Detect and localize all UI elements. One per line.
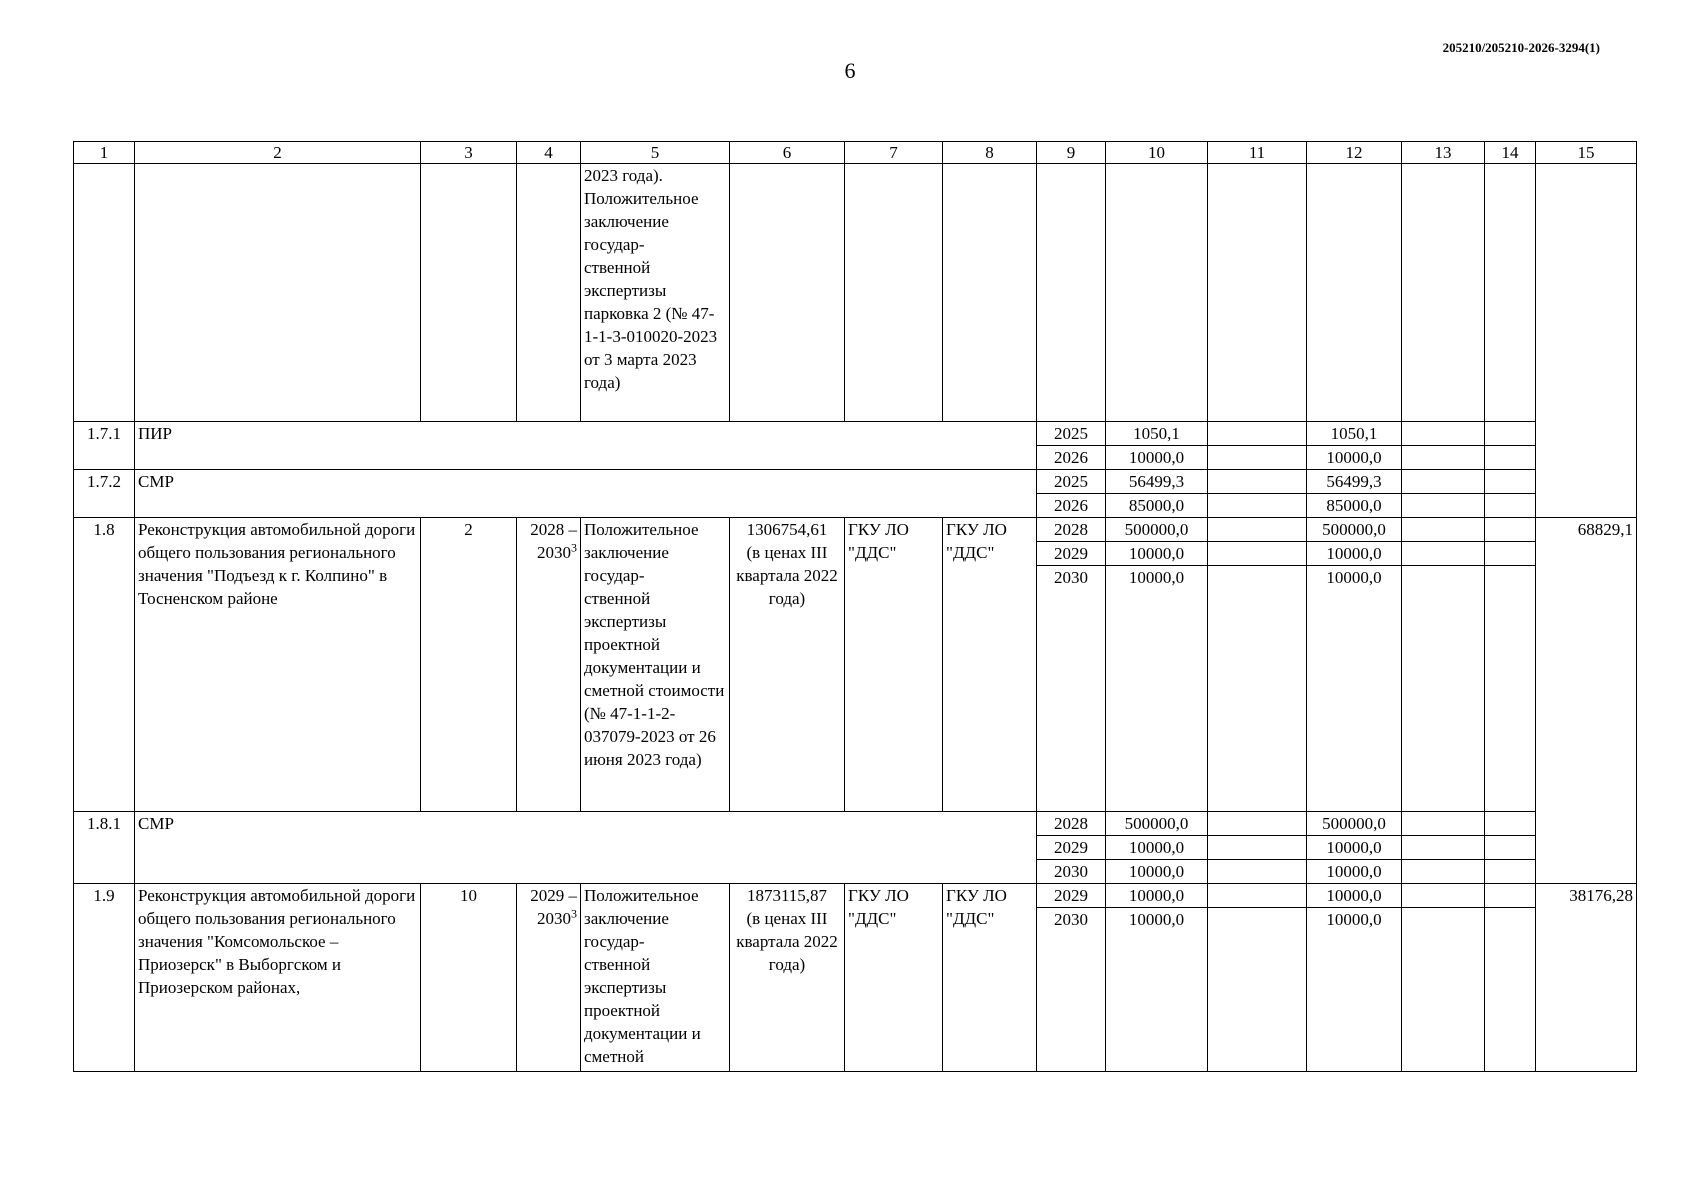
approval-text: Положительное заключение государ- ственной экспертизы проектной документации и сметной: [581, 884, 730, 1072]
column-header: 6: [730, 142, 845, 164]
amount-cell: 10000,0: [1307, 446, 1402, 470]
amount-cell: 1050,1: [1106, 422, 1208, 446]
object-name: Реконструкция автомобильной дороги общего пользования регионального значения "Подъезд к г. Колпино" в Тосненском районе: [135, 518, 421, 812]
approval-text: Положительное заключение государ- ственной экспертизы проектной документации и сметной стоимости (№ 47-1-1-2-037079-2023 от 26 июня 2023 года): [581, 518, 730, 812]
period-end: 2030: [537, 543, 571, 562]
year-cell: 2029: [1037, 836, 1106, 860]
column-header: 3: [421, 142, 517, 164]
page-number: 6: [844, 58, 856, 83]
footnote-mark: 3: [571, 540, 577, 555]
row-number: 1.8: [74, 518, 135, 812]
amount-cell: 10000,0: [1307, 542, 1402, 566]
executor-cell: ГКУ ЛО "ДДС": [943, 884, 1037, 1072]
column-header: 1: [74, 142, 135, 164]
year-cell: 2030: [1037, 908, 1106, 1072]
column-header: 14: [1485, 142, 1536, 164]
period-cell: [517, 884, 581, 1072]
amount-cell: 56499,3: [1307, 470, 1402, 494]
column-header: 5: [581, 142, 730, 164]
amount-cell: 10000,0: [1307, 860, 1402, 884]
amount-cell: 10000,0: [1106, 836, 1208, 860]
amount-cell: 500000,0: [1106, 518, 1208, 542]
cell-15-blank: [1536, 164, 1637, 518]
approval-text: 2023 года). Положительное заключение государ- ственной экспертизы парковка 2 (№ 47-1-1-3-010020-2023 от 3 марта 2023 года): [581, 164, 730, 422]
cost-value: 1306754,61: [746, 520, 828, 539]
period-cell: [517, 518, 581, 812]
column-header: 15: [1536, 142, 1637, 164]
column-header: 4: [517, 142, 581, 164]
table-row: [74, 812, 1637, 836]
year-cell: 2026: [1037, 494, 1106, 518]
cell-15-value: 38176,28: [1536, 884, 1637, 1072]
customer-cell: ГКУ ЛО "ДДС": [845, 884, 943, 1072]
row-name: СМР: [135, 812, 1037, 884]
amount-cell: 500000,0: [1307, 812, 1402, 836]
table-row: [74, 422, 1637, 446]
year-cell: 2029: [1037, 542, 1106, 566]
amount-cell: 10000,0: [1307, 908, 1402, 1072]
row-number: 1.7.2: [74, 470, 135, 518]
column-header: 11: [1208, 142, 1307, 164]
amount-cell: 10000,0: [1106, 446, 1208, 470]
year-cell: 2025: [1037, 422, 1106, 446]
amount-cell: 85000,0: [1106, 494, 1208, 518]
column-header: 9: [1037, 142, 1106, 164]
column-header: 13: [1402, 142, 1485, 164]
table-row: [74, 884, 1637, 908]
year-cell: 2030: [1037, 566, 1106, 812]
cost-value: 1873115,87: [746, 886, 828, 905]
row-number: 1.7.1: [74, 422, 135, 470]
column-header: 2: [135, 142, 421, 164]
column-header: 10: [1106, 142, 1208, 164]
amount-cell: 10000,0: [1307, 884, 1402, 908]
row-number: 1.8.1: [74, 812, 135, 884]
period-start: 2029 –: [530, 886, 577, 905]
column-header: 7: [845, 142, 943, 164]
column-header: 12: [1307, 142, 1402, 164]
year-cell: 2025: [1037, 470, 1106, 494]
year-cell: 2028: [1037, 518, 1106, 542]
amount-cell: 10000,0: [1106, 884, 1208, 908]
table-row: [74, 470, 1637, 494]
period-start: 2028 –: [530, 520, 577, 539]
footnote-mark: 3: [571, 906, 577, 921]
amount-cell: 10000,0: [1106, 542, 1208, 566]
cell-15-value: 68829,1: [1536, 518, 1637, 884]
amount-cell: 500000,0: [1307, 518, 1402, 542]
year-cell: 2026: [1037, 446, 1106, 470]
table-row-continuation: [74, 164, 1637, 422]
program-table: [73, 141, 1637, 1072]
cost-cell: [730, 518, 845, 812]
cell-3: 10: [421, 884, 517, 1072]
row-name: ПИР: [135, 422, 1037, 470]
column-number-row: [74, 142, 1637, 164]
column-header: 8: [943, 142, 1037, 164]
period-end: 2030: [537, 909, 571, 928]
row-name: СМР: [135, 470, 1037, 518]
cost-note: (в ценах III квартала 2022 года): [736, 543, 838, 608]
executor-cell: ГКУ ЛО "ДДС": [943, 518, 1037, 812]
cost-note: (в ценах III квартала 2022 года): [736, 909, 838, 974]
table-row: [74, 518, 1637, 542]
cost-cell: [730, 884, 845, 1072]
row-number: 1.9: [74, 884, 135, 1072]
amount-cell: 85000,0: [1307, 494, 1402, 518]
year-cell: 2030: [1037, 860, 1106, 884]
amount-cell: 500000,0: [1106, 812, 1208, 836]
amount-cell: 10000,0: [1307, 566, 1402, 812]
object-name: Реконструкция автомобильной дороги общего пользования регионального значения "Комсомольское – Приозерск" в Выборгском и Приозерском районах,: [135, 884, 421, 1072]
amount-cell: 10000,0: [1106, 860, 1208, 884]
customer-cell: ГКУ ЛО "ДДС": [845, 518, 943, 812]
amount-cell: 10000,0: [1307, 836, 1402, 860]
year-cell: 2028: [1037, 812, 1106, 836]
amount-cell: 56499,3: [1106, 470, 1208, 494]
amount-cell: 1050,1: [1307, 422, 1402, 446]
document-id: 205210/205210-2026-3294(1): [1442, 40, 1600, 55]
cell-3: 2: [421, 518, 517, 812]
amount-cell: 10000,0: [1106, 566, 1208, 812]
amount-cell: 10000,0: [1106, 908, 1208, 1072]
year-cell: 2029: [1037, 884, 1106, 908]
